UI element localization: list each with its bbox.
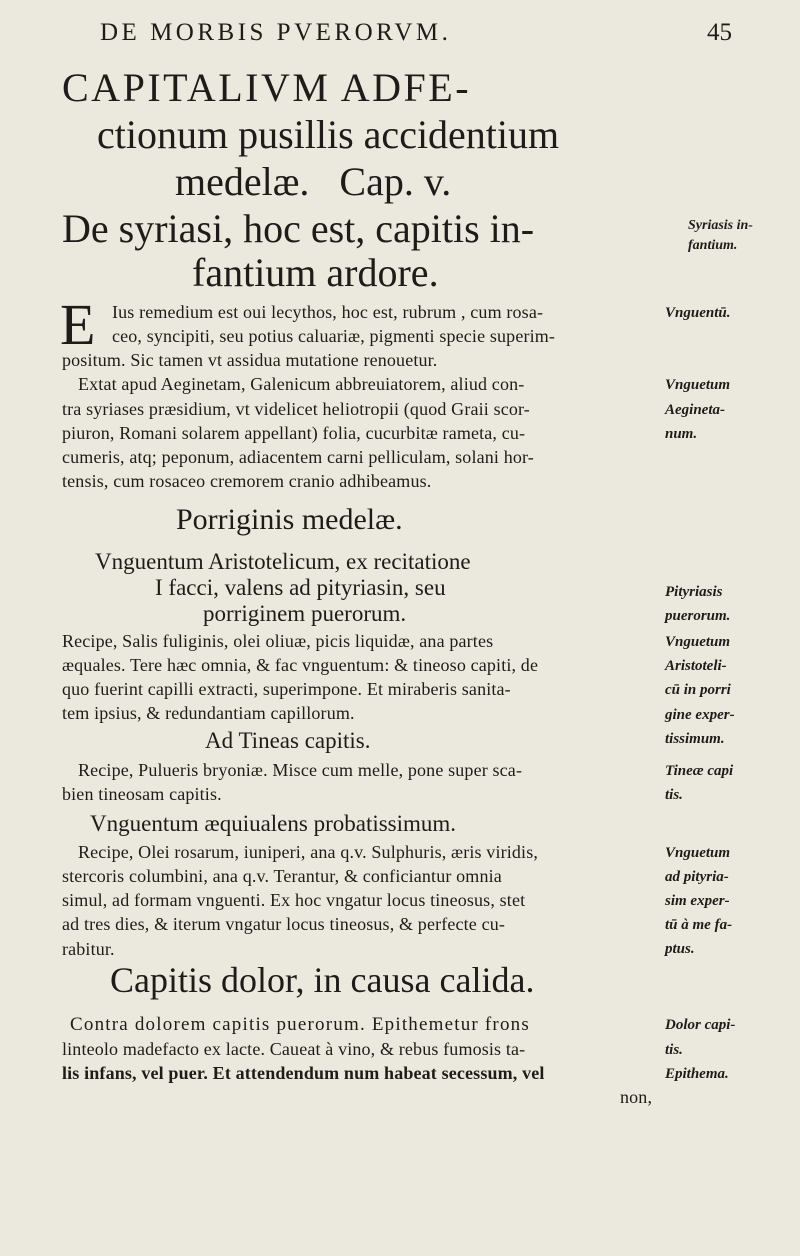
- section-heading-line1: De syriasi, hoc est, capitis in-: [62, 206, 535, 251]
- unguentum-heading-line3: porriginem puerorum.: [203, 601, 407, 626]
- heading-dolor: Capitis dolor, in causa calida.: [110, 960, 535, 1000]
- dolor-line1: Contra dolorem capitis puerorum. Epithemetur frons: [70, 1014, 530, 1035]
- marginal-note-vnguetum: Vnguetum: [665, 377, 731, 393]
- marginal-note-vnguetum-3: Vnguetum: [665, 845, 731, 861]
- unguentum-heading-line1: Vnguentum Aristotelicum, ex recitatione: [95, 549, 471, 574]
- recipe1-line1: Recipe, Salis fuliginis, olei oliuæ, picis liquidæ, ana partes: [62, 631, 494, 651]
- dolor-line4: non,: [620, 1087, 653, 1107]
- unguentum-heading-line2: I facci, valens ad pityriasin, seu: [155, 575, 446, 600]
- marginal-note-porrigine-2: gine exper-: [665, 707, 735, 723]
- paragraph2-line3: piuron, Romani solarem appellant) folia, cucurbitæ rameta, cu-: [62, 423, 526, 443]
- marginal-note-pityriasis: Pityriasis: [665, 584, 723, 600]
- recipe1-line4: tem ipsius, & redundantiam capillorum.: [62, 703, 355, 723]
- marginal-note-tineae-2: tis.: [665, 787, 683, 803]
- running-head-title: DE MORBIS PVERORVM.: [100, 19, 452, 46]
- marginal-note-tineae: Tineæ capi: [665, 763, 734, 779]
- marginal-note-syriasis: Syriasis in-: [688, 218, 753, 233]
- paragraph1-line2: ceo, syncipiti, seu potius caluariæ, pigmenti specie superim-: [112, 326, 556, 346]
- marginal-note-aegineta-2: num.: [665, 426, 698, 442]
- marginal-note-dolor-2: tis.: [665, 1042, 683, 1058]
- marginal-note-vnguentum: Vnguentū.: [665, 305, 731, 321]
- recipe1-line2: æquales. Tere hæc omnia, & fac vnguentum: & tineoso capiti, de: [62, 655, 539, 675]
- recipe3-line1: Recipe, Olei rosarum, iuniperi, ana q.v. Sulphuris, æris viridis,: [78, 842, 539, 862]
- chapter-heading-line2: ctionum pusillis accidentium: [97, 112, 560, 157]
- paragraph2-line1: Extat apud Aeginetam, Galenicum abbreuiatorem, aliud con-: [78, 374, 525, 394]
- recipe3-line4: ad tres dies, & iterum vngatur locus tineosus, & perfecte cu-: [62, 914, 506, 934]
- marginal-note-pityriasim-4: ptus.: [665, 941, 695, 957]
- paragraph2-line4: cumeris, atq; peponum, adiacentem carni pelliculam, solani hor-: [62, 447, 534, 467]
- recipe1-line3: quo fuerint capilli extracti, superimpone. Et miraberis sanita-: [62, 679, 511, 699]
- paragraph2-line5: tensis, cum rosaceo cremorem cranio adhibeamus.: [62, 471, 432, 491]
- marginal-note-vnguetum-2: Vnguetum: [665, 634, 731, 650]
- heading-porriginis: Porriginis medelæ.: [176, 503, 403, 536]
- marginal-note-aristotelicum: Aristoteli-: [665, 658, 727, 674]
- heading-tineas: Ad Tineas capitis.: [205, 728, 371, 753]
- unguentum2-heading: Vnguentum æquiualens probatissimum.: [90, 811, 457, 836]
- recipe3-line3: simul, ad formam vnguenti. Ex hoc vngatur locus tineosus, stet: [62, 890, 526, 910]
- marginal-note-pityriasim-2: sim exper-: [665, 893, 730, 909]
- paragraph2-line2: tra syriases præsidium, vt videlicet heliotropii (quod Graii scor-: [62, 399, 530, 419]
- drop-cap: E: [60, 292, 96, 357]
- chapter-heading-line3: medelæ. Cap. v.: [175, 159, 452, 204]
- marginal-note-pityriasim-3: tū à me fa-: [665, 917, 733, 933]
- recipe2-line2: bien tineosam capitis.: [62, 784, 222, 804]
- paragraph1-line3: positum. Sic tamen vt assidua mutatione renouetur.: [62, 350, 438, 370]
- recipe2-line1: Recipe, Pulueris bryoniæ. Misce cum melle, pone super sca-: [78, 760, 523, 780]
- marginal-note-pityriasis-2: puerorum.: [665, 608, 731, 624]
- marginal-note-dolor: Dolor capi-: [665, 1017, 736, 1033]
- recipe3-line2: stercoris columbini, ana q.v. Terantur, & conficiantur omnia: [62, 866, 502, 886]
- page-number: 45: [707, 19, 732, 46]
- marginal-note-aegineta: Aegineta-: [665, 402, 725, 418]
- marginal-note-porrigine-3: tissimum.: [665, 731, 725, 747]
- section-heading-line2: fantium ardore.: [192, 250, 439, 295]
- paragraph1-line1: Ius remedium est oui lecythos, hoc est, rubrum , cum rosa-: [112, 302, 544, 322]
- marginal-note-epithema: Epithema.: [665, 1066, 729, 1082]
- marginal-note-porrigine: cū in porri: [665, 682, 731, 698]
- marginal-note-syriasis-2: fantium.: [688, 238, 738, 253]
- dolor-line3: lis infans, vel puer. Et attendendum num habeat secessum, vel: [62, 1063, 545, 1083]
- marginal-note-pityriasim: ad pityria-: [665, 869, 729, 885]
- chapter-heading-line1: CAPITALIVM ADFE-: [62, 65, 472, 110]
- recipe3-line5: rabitur.: [62, 939, 115, 959]
- dolor-line2: linteolo madefacto ex lacte. Caueat à vino, & rebus fumosis ta-: [62, 1039, 526, 1059]
